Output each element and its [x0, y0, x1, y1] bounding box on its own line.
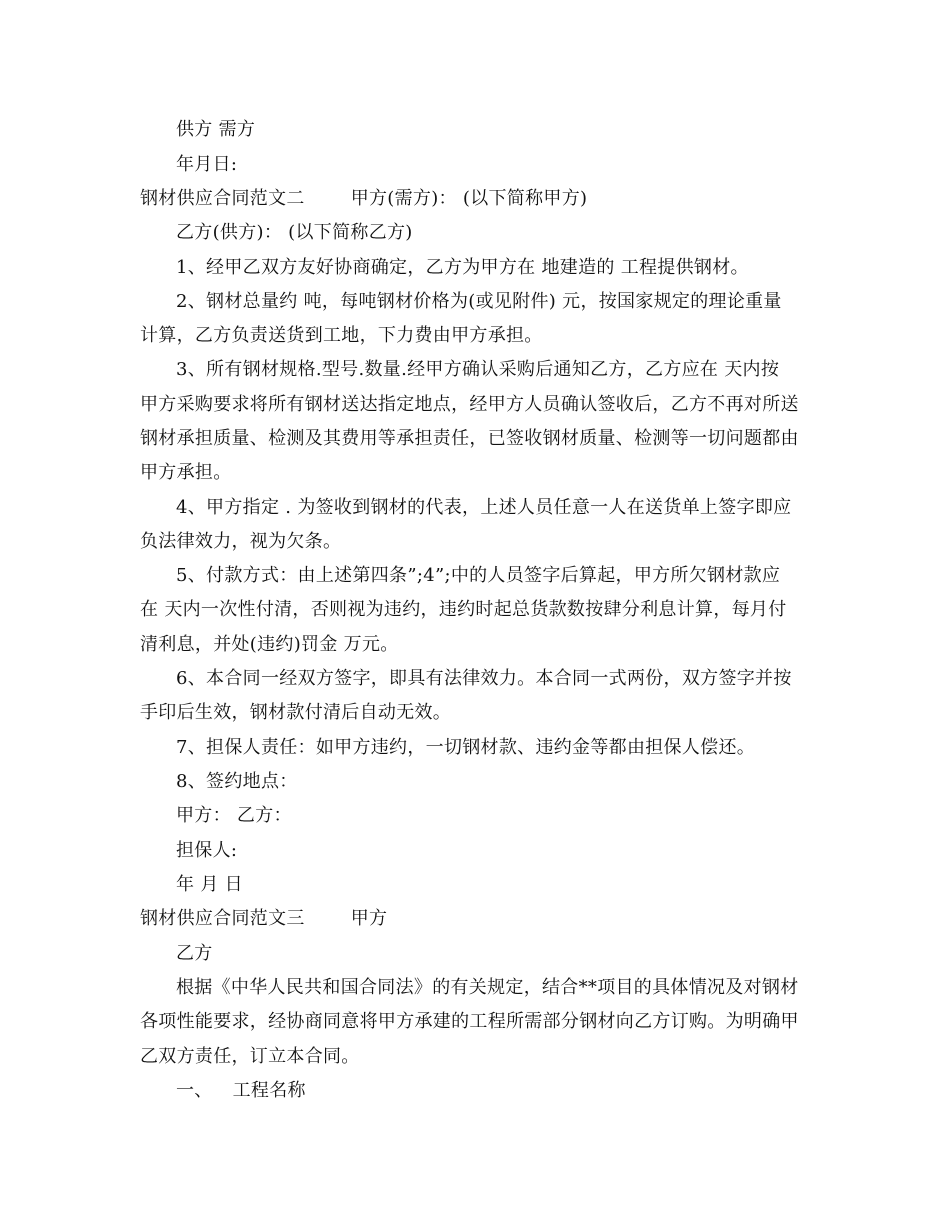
- article-1-heading: [176, 1079, 306, 1103]
- preamble-line-3: 乙双方责任，订立本合同。: [140, 1046, 360, 1067]
- signature-parties-line: 供方 需方: [176, 119, 256, 140]
- section-title: 钢材供应合同范文三: [140, 908, 305, 929]
- clause-3-line-1: 3、所有钢材规格.型号.数量.经甲方确认采购后通知乙方，乙方应在 天内按: [176, 359, 780, 380]
- clause-8: 8、签约地点：: [176, 771, 298, 792]
- clause-4-line-2: 负法律效力，视为欠条。: [140, 531, 342, 552]
- section-heading-3: [140, 907, 387, 931]
- clause-5-line-1: 5、付款方式：由上述第四条”;4”;中的人员签字后算起，甲方所欠钢材款应: [176, 565, 781, 586]
- party-b-line: 乙方(供方)： (以下简称乙方): [176, 222, 413, 243]
- date-line-2: 年 月 日: [176, 874, 243, 895]
- preamble-line-1: 根据《中华人民共和国合同法》的有关规定，结合**项目的具体情况及对钢材: [176, 977, 799, 998]
- clause-2-line-1: 2、钢材总量约 吨，每吨钢材价格为(或见附件) 元，按国家规定的理论重量: [176, 291, 782, 312]
- clause-6-line-2: 手印后生效，钢材款付清后自动无效。: [140, 702, 452, 723]
- clause-3-line-3: 钢材承担质量、检测及其费用等承担责任，已签收钢材质量、检测等一切问题都由: [140, 428, 799, 449]
- guarantor-line: 担保人:: [176, 840, 238, 861]
- clause-4-line-1: 4、甲方指定 . 为签收到钢材的代表，上述人员任意一人在送货单上签字即应: [176, 497, 792, 518]
- clause-5-line-2: 在 天内一次性付清，否则视为违约，违约时起总货款数按肆分利息计算，每月付: [140, 599, 787, 620]
- party-b-label: 乙方: [176, 943, 213, 964]
- clause-6-line-1: 6、本合同一经双方签字，即具有法律效力。本合同一式两份，双方签字并按: [176, 668, 792, 689]
- clause-3-line-2: 甲方采购要求将所有钢材送达指定地点，经甲方人员确认签收后，乙方不再对所送: [140, 394, 799, 415]
- article-number: 一、: [176, 1080, 213, 1101]
- party-a-line: 甲方(需方)： (以下简称甲方): [350, 188, 588, 209]
- date-line: 年月日:: [176, 154, 238, 175]
- clause-5-line-3: 清利息，并处(违约)罚金 万元。: [140, 634, 399, 655]
- section-title: 钢材供应合同范文二: [140, 188, 305, 209]
- signature-parties: 甲方： 乙方：: [176, 805, 292, 826]
- clause-1: 1、经甲乙双方友好协商确定，乙方为甲方在 地建造的 工程提供钢材。: [176, 257, 749, 278]
- article-title: 工程名称: [232, 1080, 306, 1101]
- section-heading-2: [140, 187, 587, 211]
- clause-3-line-4: 甲方承担。: [140, 462, 232, 483]
- party-a-label: 甲方: [350, 908, 388, 929]
- clause-7: 7、担保人责任：如甲方违约，一切钢材款、违约金等都由担保人偿还。: [176, 737, 756, 758]
- clause-2-line-2: 计算，乙方负责送货到工地，下力费由甲方承担。: [140, 325, 543, 346]
- preamble-line-2: 各项性能要求，经协商同意将甲方承建的工程所需部分钢材向乙方订购。为明确甲: [140, 1011, 799, 1032]
